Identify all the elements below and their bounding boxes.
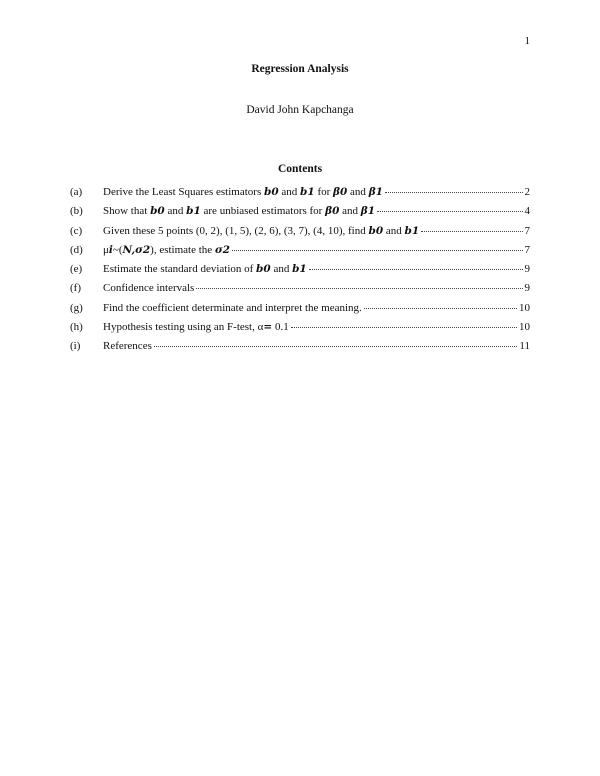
toc-entry-marker: (b)	[70, 205, 83, 218]
math-symbol: b1	[292, 263, 307, 276]
dot-leader	[421, 231, 522, 232]
toc-entry-text: ~(	[112, 243, 123, 256]
toc-entry-text: Estimate the standard deviation of	[103, 263, 257, 276]
toc-entry[interactable]	[70, 205, 530, 224]
toc-entry-text: and	[278, 186, 301, 198]
math-symbol: b0	[256, 263, 271, 276]
toc-entry-text: ), estimate the	[150, 243, 215, 256]
dot-leader	[364, 308, 517, 309]
toc-entry-text: and	[270, 263, 293, 276]
toc-entry-page: 4	[524, 205, 530, 218]
math-symbol: β0	[325, 205, 340, 218]
toc-entry-text: are unbiased estimators for	[200, 205, 326, 218]
dot-leader	[232, 250, 523, 251]
toc-entry-title	[103, 340, 152, 352]
toc-entry-marker: (e)	[70, 263, 83, 276]
dot-leader	[291, 327, 517, 328]
toc-entry-marker: (i)	[70, 340, 81, 353]
math-symbol: σ2	[214, 243, 230, 256]
math-symbol: b1	[300, 186, 315, 198]
math-symbol: b0	[150, 205, 165, 218]
toc-entry-body	[103, 282, 530, 294]
toc-entry-marker: (a)	[70, 186, 83, 198]
toc-entry[interactable]	[70, 282, 530, 301]
toc-entry-text: and	[347, 186, 369, 198]
toc-entry-body	[103, 244, 530, 256]
toc-entry-marker: (d)	[70, 243, 83, 256]
toc-entry-body	[103, 205, 530, 217]
math-symbol: β1	[368, 186, 383, 198]
toc-entry-text: Show that	[103, 205, 151, 218]
toc-entry-text: and	[383, 224, 405, 237]
toc-entry-page: 7	[524, 243, 530, 256]
toc-entry[interactable]	[70, 263, 530, 282]
toc-entry-text: 0.1	[272, 321, 289, 334]
toc-entry[interactable]	[70, 302, 530, 321]
toc-entry[interactable]	[70, 225, 530, 244]
toc-entry[interactable]	[70, 244, 530, 263]
toc-entry-title	[103, 205, 375, 217]
toc-entry-body	[103, 340, 530, 352]
toc-entry-body	[103, 263, 530, 275]
toc-entry-title	[103, 225, 419, 237]
toc-entry-text: Find the coefficient determinate and interpret the meaning.	[103, 301, 362, 314]
toc-entry-page: 10	[519, 301, 530, 314]
toc-entry-title	[103, 302, 362, 314]
toc-entry-title	[103, 282, 194, 294]
dot-leader	[309, 269, 523, 270]
toc-entry-text: Given these 5 points (0, 2), (1, 5), (2, 6), (3, 7), (4, 10), find	[103, 224, 369, 237]
toc-entry-marker: (f)	[70, 282, 81, 295]
table-of-contents	[70, 186, 530, 360]
dot-leader	[154, 346, 518, 347]
toc-entry-text: μ	[103, 243, 109, 256]
toc-entry-page: 9	[524, 282, 530, 295]
math-symbol: b1	[186, 205, 201, 218]
toc-entry-text: References	[103, 340, 152, 353]
toc-entry-page: 11	[519, 340, 530, 353]
toc-entry-marker: (h)	[70, 321, 83, 334]
toc-entry-title	[103, 186, 383, 198]
toc-entry-title	[103, 244, 230, 256]
contents-heading: Contents	[277, 163, 323, 175]
math-symbol: N,σ2	[122, 243, 151, 256]
math-symbol: i	[108, 243, 113, 256]
toc-entry-text: and	[164, 205, 187, 218]
toc-entry-body	[103, 321, 530, 333]
toc-entry-marker: (g)	[70, 301, 83, 314]
toc-entry-marker: (c)	[70, 224, 83, 237]
math-symbol: β0	[333, 186, 348, 198]
math-symbol: =	[263, 321, 273, 334]
dot-leader	[196, 288, 522, 289]
toc-entry-text: for	[314, 186, 334, 198]
toc-entry-body	[103, 302, 530, 314]
document-title: Regression Analysis	[251, 63, 349, 75]
toc-entry-text: Hypothesis testing using an F-test, α	[103, 321, 264, 334]
dot-leader	[385, 192, 523, 193]
toc-entry-body	[103, 225, 530, 237]
toc-entry-page: 7	[524, 224, 530, 237]
toc-entry-title	[103, 263, 307, 275]
dot-leader	[377, 211, 522, 212]
toc-entry[interactable]	[70, 340, 530, 359]
toc-entry-text: Confidence intervals	[103, 282, 195, 295]
math-symbol: b0	[263, 186, 279, 198]
toc-entry[interactable]	[70, 186, 530, 205]
toc-entry-text: and	[339, 205, 361, 218]
toc-entry-title	[103, 321, 289, 333]
toc-entry[interactable]	[70, 321, 530, 340]
toc-entry-body	[103, 186, 530, 198]
math-symbol: b0	[368, 224, 384, 237]
toc-entry-text: Derive the Least Squares estimators	[103, 186, 264, 198]
document-author: David John Kapchanga	[246, 104, 354, 116]
toc-entry-page: 2	[524, 186, 530, 198]
toc-entry-page: 9	[524, 263, 530, 276]
toc-entry-page: 10	[519, 321, 530, 334]
math-symbol: b1	[404, 224, 420, 237]
math-symbol: β1	[360, 205, 376, 218]
page-number: 1	[524, 35, 530, 47]
